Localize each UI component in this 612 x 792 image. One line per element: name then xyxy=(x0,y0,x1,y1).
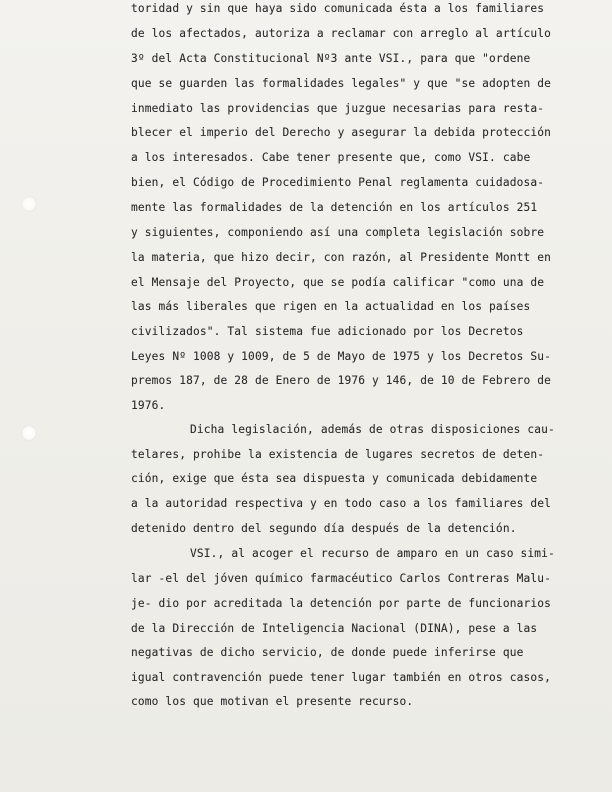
text-line: igual contravención puede tener lugar también en otros casos, xyxy=(131,671,552,684)
text-line: ción, exige que ésta sea dispuesta y comunicada debidamente xyxy=(131,472,538,485)
text-line: las más liberales que rigen en la actualidad en los países xyxy=(131,300,531,313)
text-line: lar -el del jóven químico farmacéutico Carlos Contreras Malu- xyxy=(131,572,552,585)
text-line: el Mensaje del Proyecto, que se podía calificar "como una de xyxy=(131,276,545,289)
punch-hole xyxy=(22,197,36,211)
text-line: bien, el Código de Procedimiento Penal reglamenta cuidadosa- xyxy=(131,176,545,189)
text-line: la materia, que hizo decir, con razón, al Presidente Montt en xyxy=(131,251,552,264)
text-line: Leyes Nº 1008 y 1009, de 5 de Mayo de 1975 y los Decretos Su- xyxy=(131,350,552,363)
punch-hole xyxy=(22,426,36,440)
text-line: de la Dirección de Inteligencia Nacional (DINA), pese a las xyxy=(131,622,538,635)
text-line: civilizados". Tal sistema fue adicionado por los Decretos xyxy=(131,325,524,338)
text-line: como los que motivan el presente recurso. xyxy=(131,695,414,708)
text-line: y siguientes, componiendo así una completa legislación sobre xyxy=(131,226,545,239)
text-line: VSI., al acoger el recurso de amparo en un caso simi- xyxy=(190,547,555,560)
text-line: Dicha legislación, además de otras disposiciones cau- xyxy=(190,423,555,436)
text-line: de los afectados, autoriza a reclamar con arreglo al artículo xyxy=(131,27,552,40)
text-line: detenido dentro del segundo día después de la detención. xyxy=(131,522,517,535)
text-line: que se guarden las formalidades legales" y que "se adopten de xyxy=(131,77,552,90)
text-line: blecer el imperio del Derecho y asegurar la debida protección xyxy=(131,126,552,139)
text-line: telares, prohibe la existencia de lugares secretos de deten- xyxy=(131,448,545,461)
text-line: 1976. xyxy=(131,399,166,412)
text-line: a los interesados. Cabe tener presente que, como VSI. cabe xyxy=(131,151,531,164)
text-line: inmediato las providencias que juzgue necesarias para resta- xyxy=(131,102,545,115)
text-line: premos 187, de 28 de Enero de 1976 y 146, de 10 de Febrero de xyxy=(131,374,552,387)
text-line: je- dio por acreditada la detención por parte de funcionarios xyxy=(131,597,552,610)
text-line: 3º del Acta Constitucional Nº3 ante VSI., para que "ordene xyxy=(131,52,531,65)
text-line: a la autoridad respectiva y en todo caso a los familiares del xyxy=(131,497,552,510)
text-line: mente las formalidades de la detención en los artículos 251 xyxy=(131,201,538,214)
text-line: negativas de dicho servicio, de donde puede inferirse que xyxy=(131,646,524,659)
text-line: toridad y sin que haya sido comunicada ésta a los familiares xyxy=(131,2,545,15)
